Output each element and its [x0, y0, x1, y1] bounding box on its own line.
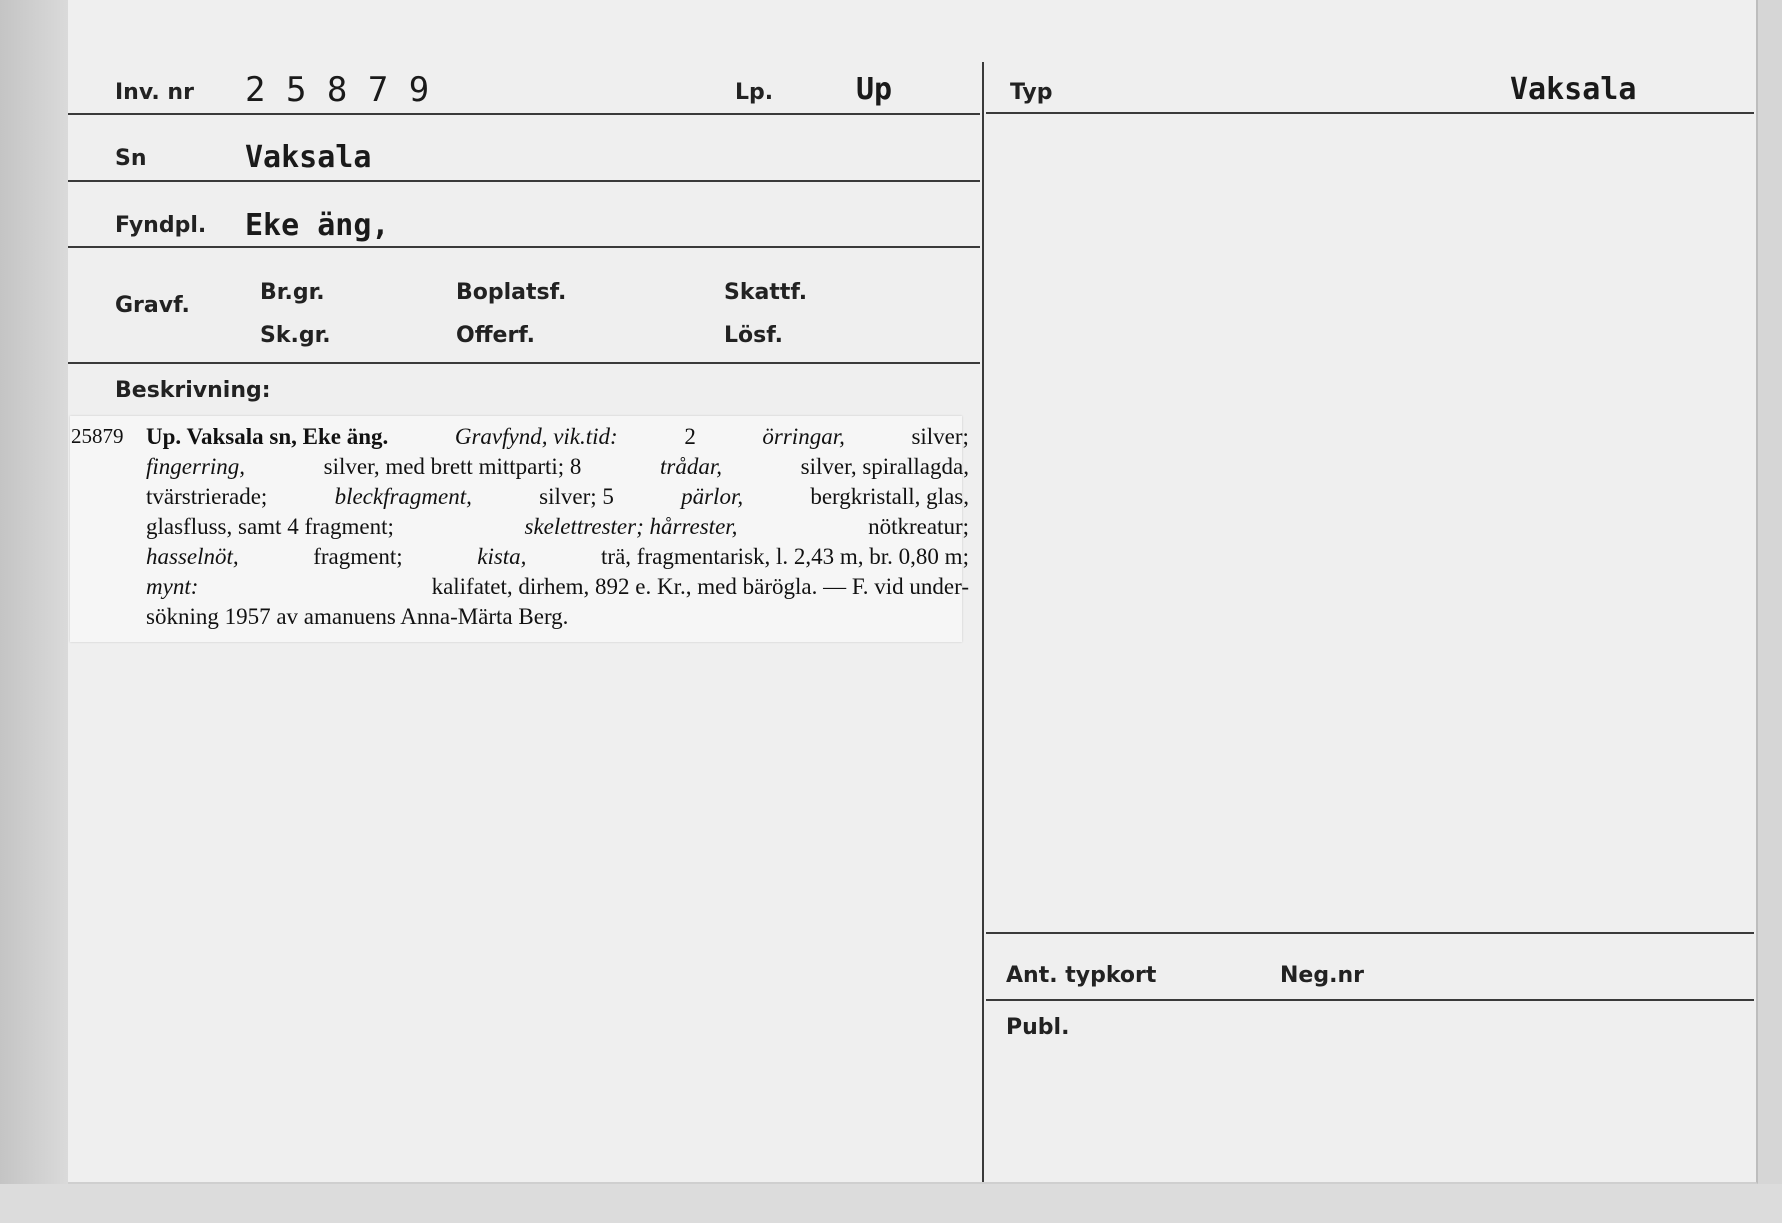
skattf-label: Skattf.: [724, 280, 808, 305]
description-line-5: [146, 544, 969, 570]
description-line-2-part-4: silver, spirallagda,: [800, 454, 969, 479]
gravf-label: Gravf.: [115, 293, 190, 318]
divider-typ: [986, 112, 1754, 114]
description-line-2: [146, 454, 969, 480]
description-line-4-part-1: glasfluss, samt 4 fragment;: [146, 514, 394, 539]
description-line-1: [146, 424, 969, 450]
description-line-2-part-1: fingerring,: [146, 454, 246, 479]
divider-fyndpl: [68, 246, 980, 248]
description-line-4: [146, 514, 969, 540]
description-line-3: [146, 484, 969, 510]
description-line-1-part-2: Gravfynd, vik.tid:: [454, 424, 618, 449]
divider-sn: [68, 180, 980, 182]
description-line-1-part-3: 2: [684, 424, 696, 449]
fyndpl-label: Fyndpl.: [115, 213, 207, 238]
fyndpl-value: Eke äng,: [245, 208, 390, 243]
lp-value: Up: [856, 72, 893, 107]
neg-nr-label: Neg.nr: [1280, 963, 1364, 988]
description-line-1-part-5: silver;: [911, 424, 969, 449]
description-line-4-part-3: nötkreatur;: [868, 514, 969, 539]
description-line-5-part-3: kista,: [477, 544, 527, 569]
description-line-5-part-1: hasselnöt,: [146, 544, 239, 569]
typ-value: Vaksala: [1510, 72, 1637, 107]
description-line-6-part-2: kalifatet, dirhem, 892 e. Kr., med bärögla. — F. vid under-: [431, 574, 969, 599]
sn-label: Sn: [115, 146, 147, 171]
scan-shadow-bottom: [0, 1184, 1782, 1223]
lp-label: Lp.: [735, 80, 774, 105]
inv-nr-label: Inv. nr: [115, 80, 194, 105]
description-line-7-part-1: sökning 1957 av amanuens Anna-Märta Berg.: [146, 604, 569, 629]
description-line-3-part-1: tvärstrierade;: [146, 484, 268, 509]
description-line-1-part-1: Up. Vaksala sn, Eke äng.: [146, 424, 389, 449]
description-line-3-part-4: pärlor,: [681, 484, 744, 509]
sk-gr-label: Sk.gr.: [260, 323, 331, 348]
description-line-5-part-2: fragment;: [313, 544, 403, 569]
description-line-4-part-2: skelettrester; hårrester,: [524, 514, 738, 539]
losf-label: Lösf.: [724, 323, 783, 348]
typ-label: Typ: [1010, 80, 1053, 105]
sn-value: Vaksala: [245, 140, 372, 175]
divider-publ: [986, 999, 1754, 1001]
br-gr-label: Br.gr.: [260, 280, 325, 305]
boplatsf-label: Boplatsf.: [456, 280, 567, 305]
description-line-2-part-3: trådar,: [660, 454, 723, 479]
inv-nr-value: 2 5 8 7 9: [245, 70, 430, 110]
publ-label: Publ.: [1006, 1015, 1070, 1040]
description-line-2-part-2: silver, med brett mittparti; 8: [323, 454, 582, 479]
divider-gravf: [68, 362, 980, 364]
description-line-5-part-4: trä, fragmentarisk, l. 2,43 m, br. 0,80 m;: [601, 544, 969, 569]
divider-ant-typkort: [986, 932, 1754, 934]
description-line-3-part-3: silver; 5: [539, 484, 614, 509]
description-line-3-part-2: bleckfragment,: [334, 484, 472, 509]
offerf-label: Offerf.: [456, 323, 536, 348]
description-line-3-part-5: bergkristall, glas,: [810, 484, 969, 509]
divider-inv: [68, 113, 980, 115]
description-line-6-part-1: mynt:: [146, 574, 199, 599]
description-line-6: [146, 574, 969, 600]
scan-shadow-left: [0, 0, 68, 1223]
description-line-1-part-4: örringar,: [762, 424, 845, 449]
description-line-7: [146, 604, 568, 630]
beskrivning-label: Beskrivning:: [115, 378, 271, 403]
ant-typkort-label: Ant. typkort: [1006, 963, 1157, 988]
description-number: 25879: [71, 424, 124, 448]
column-divider: [982, 62, 984, 1182]
